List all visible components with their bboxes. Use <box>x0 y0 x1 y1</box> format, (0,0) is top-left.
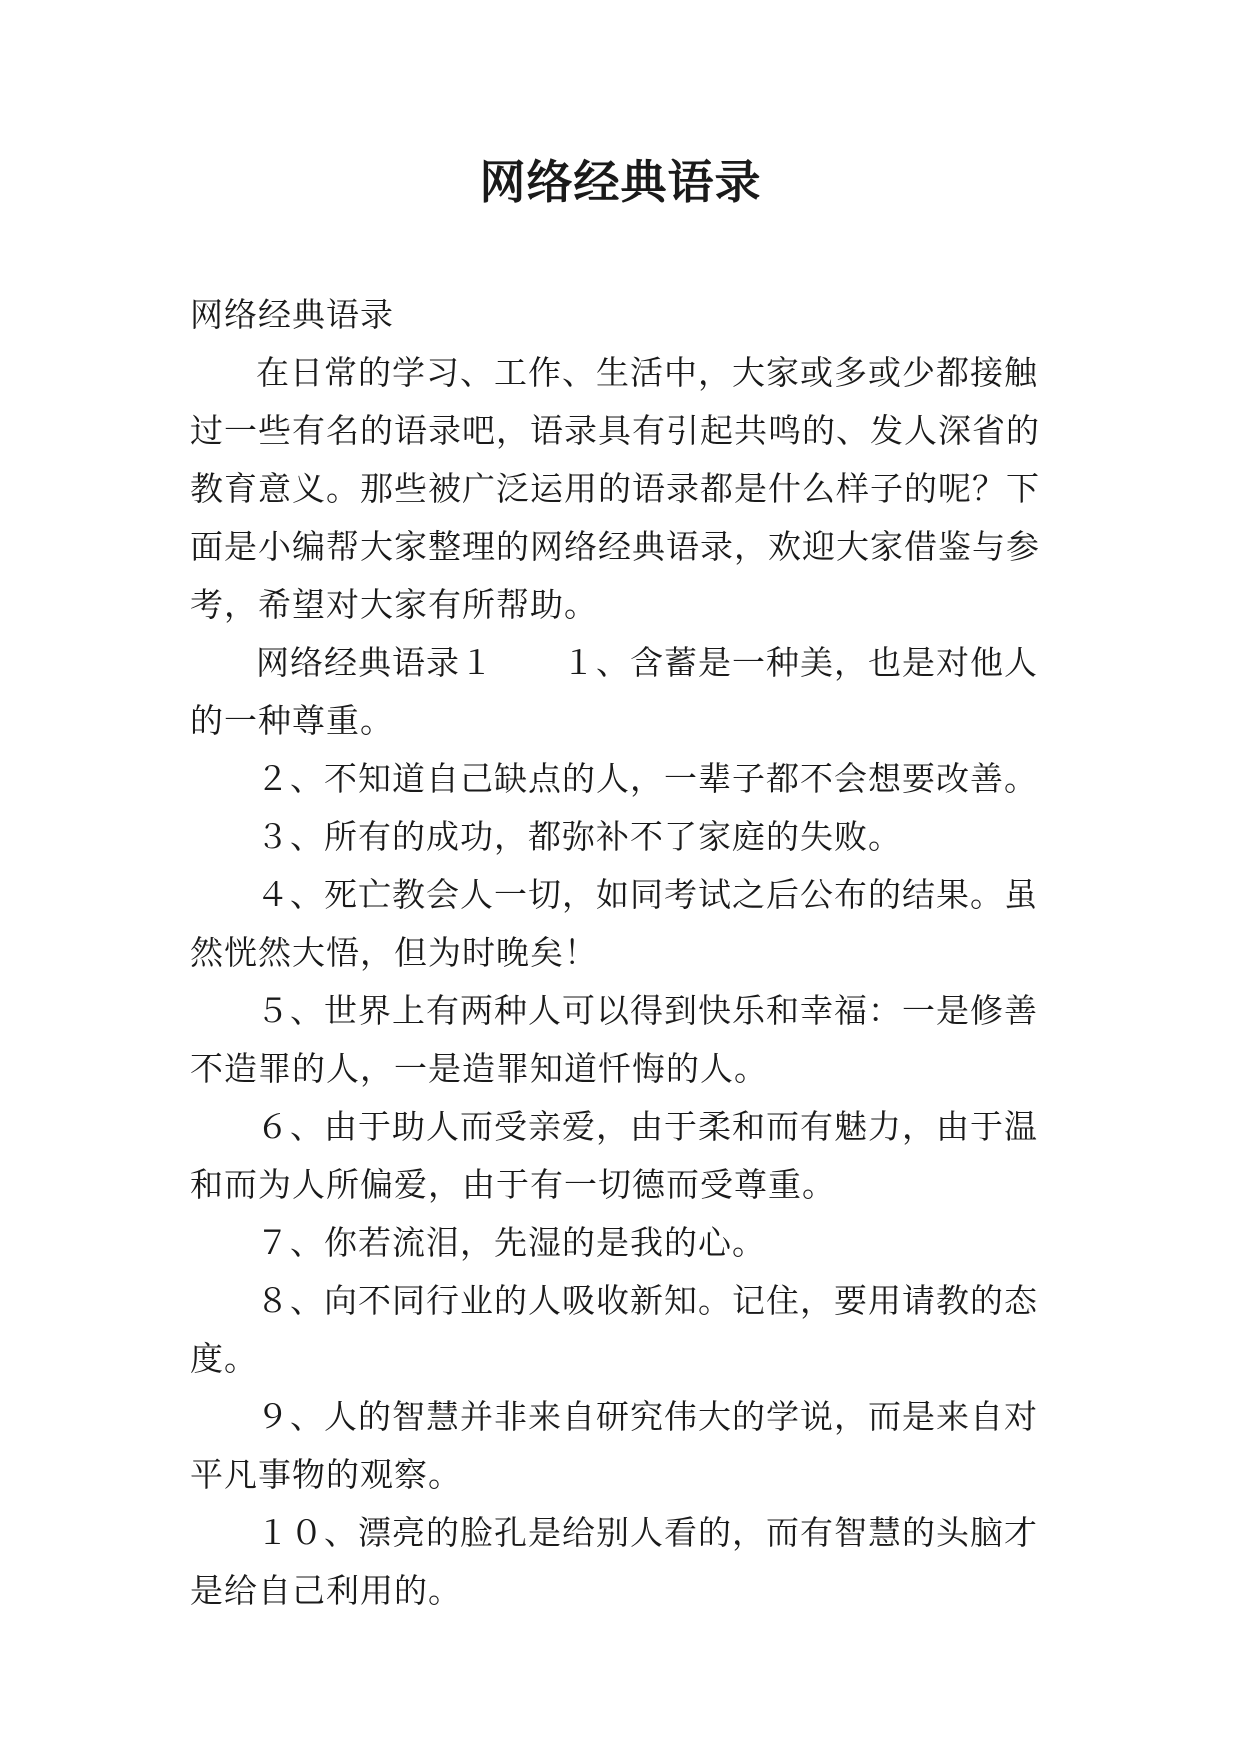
quote-paragraph-5: ５、世界上有两种人可以得到快乐和幸福：一是修善不造罪的人，一是造罪知道忏悔的人。 <box>190 991 1038 1088</box>
quote-paragraph-4: ４、死亡教会人一切，如同考试之后公布的结果。虽然恍然大悟，但为时晚矣！ <box>190 875 1038 972</box>
quote-paragraph-3: ３、所有的成功，都弥补不了家庭的失败。 <box>256 817 902 856</box>
document-title: 网络经典语录 <box>479 155 762 209</box>
quote-paragraph-10: １０、漂亮的脸孔是给别人看的，而有智慧的头脑才是给自己利用的。 <box>190 1513 1038 1610</box>
quote-paragraph-7: ７、你若流泪，先湿的是我的心。 <box>256 1223 766 1262</box>
document-body <box>190 286 1060 1620</box>
quote-paragraph-8: ８、向不同行业的人吸收新知。记住，要用请教的态度。 <box>190 1281 1038 1378</box>
intro-paragraph: 在日常的学习、工作、生活中，大家或多或少都接触过一些有名的语录吧，语录具有引起共鸣的、发人深省的教育意义。那些被广泛运用的语录都是什么样子的呢？下面是小编帮大家整理的网络经典语录，欢迎大家借鉴与参考，希望对大家有所帮助。 <box>190 353 1040 624</box>
quote-paragraph-6: ６、由于助人而受亲爱，由于柔和而有魅力，由于温和而为人所偏爱，由于有一切德而受尊重。 <box>190 1107 1038 1204</box>
document-subtitle: 网络经典语录 <box>190 295 394 334</box>
quote-paragraph-1: 网络经典语录１ １、含蓄是一种美，也是对他人的一种尊重。 <box>190 643 1038 740</box>
quote-paragraph-2: ２、不知道自己缺点的人，一辈子都不会想要改善。 <box>256 759 1038 798</box>
quote-paragraph-9: ９、人的智慧并非来自研究伟大的学说，而是来自对平凡事物的观察。 <box>190 1397 1038 1494</box>
